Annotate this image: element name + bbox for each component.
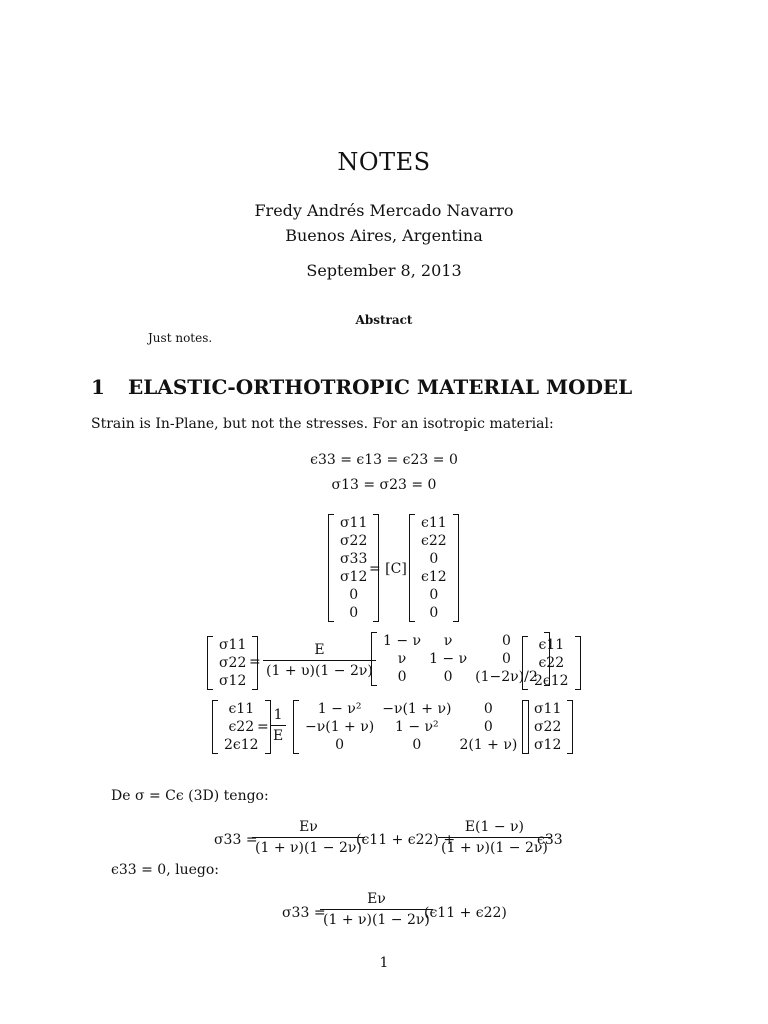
vector-entry: ϵ11 — [421, 515, 447, 531]
matrix-entry: 2(1 + ν) — [459, 737, 518, 753]
vector-entry: ϵ22 — [228, 719, 255, 735]
matrix-entry: 0 — [483, 701, 493, 717]
fraction-denominator: (1 + ν)(1 − 2ν) — [255, 840, 362, 856]
page-number: 1 — [379, 955, 389, 971]
matrix-entry: 0 — [412, 737, 422, 753]
paragraph: ϵ33 = 0, luego: — [111, 862, 219, 878]
compliance-matrix — [293, 700, 529, 754]
fraction-numerator: E(1 − ν) — [438, 819, 551, 838]
matrix-entry: 0 — [443, 669, 453, 685]
equation-strain-zero: ϵ33 = ϵ13 = ϵ23 = 0 — [310, 452, 458, 468]
vector-entry: 0 — [429, 551, 439, 567]
vector-entry: ϵ22 — [538, 655, 565, 671]
vector-entry: σ22 — [340, 533, 368, 549]
equation-term: (ϵ11 + ϵ22) — [424, 905, 507, 921]
fraction-denominator: (1 + υ)(1 − 2ν) — [266, 663, 373, 679]
paragraph: De σ = Cϵ (3D) tengo: — [111, 788, 269, 804]
vector-entry: σ22 — [219, 655, 247, 671]
matrix-entry: −ν(1 + ν) — [382, 701, 452, 717]
abstract-text: Just notes. — [148, 331, 213, 345]
fraction-numerator: 1 — [270, 707, 286, 726]
matrix-entry: 1 − ν — [429, 651, 468, 667]
vector-entry: σ12 — [219, 673, 247, 689]
vector-entry: σ33 — [340, 551, 368, 567]
fraction-numerator: Eν — [320, 891, 433, 910]
fraction-denominator: (1 + ν)(1 − 2ν) — [441, 840, 548, 856]
fraction-denominator: (1 + ν)(1 − 2ν) — [323, 912, 430, 928]
equation-term: ϵ33 — [537, 832, 563, 848]
matrix-entry: 1 − ν² — [394, 719, 439, 735]
fraction-denominator: E — [273, 728, 284, 744]
fraction-numerator: E — [263, 642, 376, 661]
author-name: Fredy Andrés Mercado Navarro — [254, 201, 514, 220]
stiffness-fraction — [263, 642, 376, 679]
compliance-fraction — [270, 707, 286, 744]
vector-entry: 2ϵ12 — [534, 673, 569, 689]
paragraph: Strain is In-Plane, but not the stresses. For an isotropic material: — [91, 416, 554, 432]
paper-date: September 8, 2013 — [306, 261, 462, 280]
vector-entry: ϵ12 — [421, 569, 447, 585]
equation-term: (ϵ11 + ϵ22) + — [356, 832, 456, 848]
vector-entry: σ22 — [534, 719, 562, 735]
vector-entry: ϵ11 — [538, 637, 565, 653]
vector-entry: σ11 — [219, 637, 247, 653]
section-title: ELASTIC-ORTHOTROPIC MATERIAL MODEL — [128, 375, 633, 399]
paper-title: NOTES — [337, 148, 431, 176]
section-heading — [91, 375, 632, 399]
abstract-heading: Abstract — [355, 313, 413, 327]
fraction — [438, 819, 551, 856]
matrix-entry: 1 − ν² — [317, 701, 362, 717]
matrix-entry: 0 — [397, 669, 407, 685]
equals-sign: = — [249, 654, 261, 670]
author-location: Buenos Aires, Argentina — [285, 226, 483, 245]
equation-lhs: σ33 = — [214, 832, 258, 848]
matrix-entry: 0 — [483, 719, 493, 735]
fraction — [320, 891, 433, 928]
matrix-entry: (1−2ν)/2 — [475, 669, 538, 685]
matrix-entry: 0 — [335, 737, 345, 753]
section-number: 1 — [91, 375, 105, 399]
vector-entry: ϵ11 — [228, 701, 255, 717]
matrix-entry: 1 − ν — [383, 633, 422, 649]
vector-entry: σ11 — [534, 701, 562, 717]
equation-stress-zero: σ13 = σ23 = 0 — [331, 477, 437, 493]
matrix-entry: −ν(1 + ν) — [305, 719, 375, 735]
vector-entry: ϵ22 — [421, 533, 447, 549]
strain-vector-3d — [409, 514, 459, 622]
fraction — [252, 819, 365, 856]
vector-entry: 0 — [429, 605, 439, 621]
stress-vector-rhs — [522, 700, 573, 754]
matrix-entry: 0 — [501, 651, 511, 667]
vector-entry: 0 — [349, 605, 359, 621]
vector-entry: 0 — [349, 587, 359, 603]
matrix-entry: ν — [397, 651, 407, 667]
vector-entry: σ12 — [340, 569, 368, 585]
matrix-entry: ν — [443, 633, 453, 649]
equals-sign: = — [257, 719, 269, 735]
vector-entry: 0 — [429, 587, 439, 603]
vector-entry: σ11 — [340, 515, 368, 531]
strain-vector — [522, 636, 581, 690]
stiffness-operator: = [C] — [369, 561, 407, 577]
vector-entry: σ12 — [534, 737, 562, 753]
equation-lhs: σ33 = — [282, 905, 326, 921]
matrix-entry: 0 — [501, 633, 511, 649]
fraction-numerator: Eν — [252, 819, 365, 838]
vector-entry: 2ϵ12 — [224, 737, 259, 753]
